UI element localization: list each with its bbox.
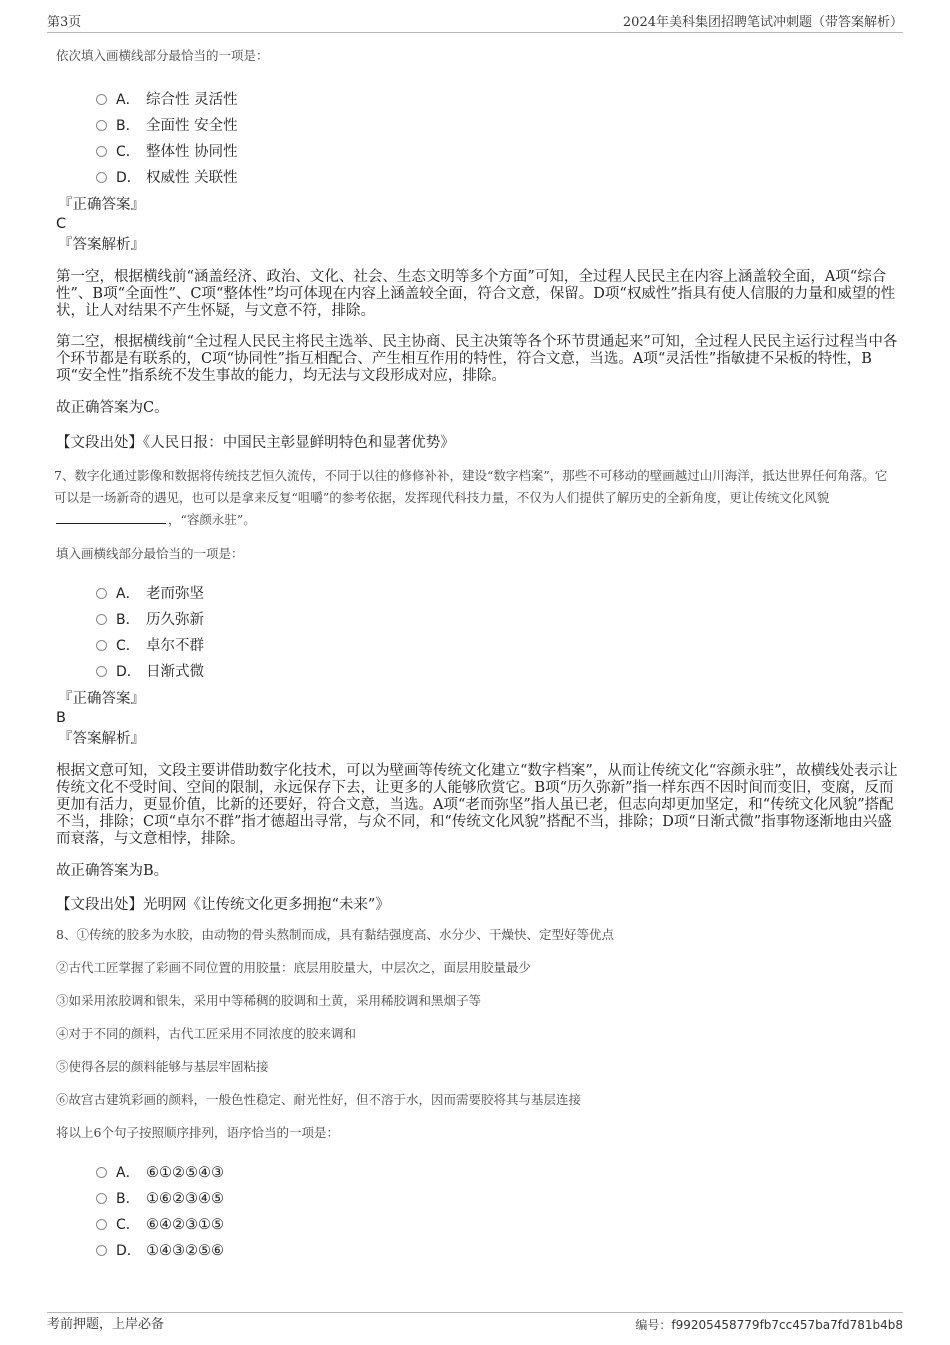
q8-sentence-6: ⑥故宫古建筑彩画的颜料，一般色性稳定、耐光性好，但不溶于水，因而需要胶将其与基层连接 (56, 1092, 582, 1107)
radio-icon[interactable] (96, 666, 107, 677)
radio-icon[interactable] (96, 146, 107, 157)
q6-analysis-p2: 第二空，根据横线前“全过程人民民主将民主选举、民主协商、民主决策等各个环节贯通起来”可知，全过程人民民主运行过程当中各个环节都是有联系的，C项“协同性”指互相配合、产生相互作用的特性，符合文意，当选。A项“灵活性”指敏捷不呆板的特性，B项“安全性”指系统不发生事故的能力，均无法与文段形成对应，排除。 (56, 334, 898, 384)
q6-analysis-p1: 第一空，根据横线前“涵盖经济、政治、文化、社会、生态文明等多个方面”可知，全过程人民民主在内容上涵盖较全面，A项“综合性”、B项“全面性”、C项“整体性”均可体现在内容上涵盖较全面，符合文意，保留。D项“权威性”指具有使人信服的力量和威望的性状，让人对结果不产生怀疑，与文意不符，排除。 (56, 269, 896, 319)
q8-option-c[interactable]: C． ⑥④②③①⑤ (96, 1212, 898, 1238)
page-header (47, 12, 903, 33)
q7-analysis-p1: 根据文意可知，文段主要讲借助数字化技术，可以为壁画等传统文化建立“数字档案”，从而让传统文化“容颜永驻”，故横线处表示让传统文化不受时间、空间的限制，永远保存下去，让更多的人能够欣赏它。B项“历久弥新”指一样东西不因时间而变旧，变腐，反而更加有活力，更显价值，比新的还要好，符合文意，当选。A项“老而弥坚”指人虽已老，但志向却更加坚定，和“传统文化风貌”搭配不当，排除；C项“卓尔不群”指才德超出寻常，与众不同，和“传统文化风貌”搭配不当，排除；D项“日渐式微”指事物逐渐地由兴盛而衰落，与文意相悖，排除。 (56, 763, 898, 847)
radio-icon[interactable] (96, 1167, 107, 1178)
answer-blank (56, 511, 166, 524)
radio-icon[interactable] (96, 640, 107, 651)
q8-sentence-3: ③如采用浓胶调和银朱，采用中等稀稠的胶调和土黄，采用稀胶调和黑烟子等 (56, 993, 482, 1008)
q8-sentence-4: ④对于不同的颜料，古代工匠采用不同浓度的胶来调和 (56, 1026, 357, 1041)
q6-option-b[interactable]: B． 全面性 安全性 (96, 113, 898, 139)
q7-stem: 7、数字化通过影像和数据将传统技艺恒久流传，不同于以往的修修补补，建设“数字档案”，那些不可移动的壁画越过山川海洋，抵达世界任何角落。它可以是一场新奇的遇见，也可以是拿来反复“咀嚼”的参考依据，发挥现代科技力量，不仅为人们提供了解历史的全新角度，更让传统文化风貌，“容颜永驻”。 (54, 468, 888, 527)
radio-icon[interactable] (96, 94, 107, 105)
q8-sentence-2: ②古代工匠掌握了彩画不同位置的用胶量：底层用胶量大，中层次之，面层用胶量最少 (56, 960, 532, 975)
q8-options (96, 1160, 898, 1264)
radio-icon[interactable] (96, 120, 107, 131)
radio-icon[interactable] (96, 614, 107, 625)
q6-conclusion: 故正确答案为C。 (56, 400, 169, 416)
q7-option-b[interactable]: B． 历久弥新 (96, 607, 898, 633)
footer-code: 编号：f99205458779fb7cc457ba7fd781b4b8 (635, 1318, 903, 1332)
q6-analysis-label: 『答案解析』 (58, 237, 145, 253)
q6-option-d[interactable]: D． 权威性 关联性 (96, 165, 898, 191)
q8-option-b[interactable]: B． ①⑥②③④⑤ (96, 1186, 898, 1212)
q8-option-a[interactable]: A． ⑥①②⑤④③ (96, 1160, 898, 1186)
q7-analysis-label: 『答案解析』 (58, 731, 145, 747)
q8-prompt: 将以上6个句子按照顺序排列，语序恰当的一项是： (56, 1125, 339, 1140)
q7-source: 【文段出处】光明网《让传统文化更多拥抱“未来”》 (56, 897, 390, 913)
q6-answer-label: 『正确答案』 (58, 197, 145, 213)
page-number: 第3页 (47, 15, 82, 30)
radio-icon[interactable] (96, 1219, 107, 1230)
radio-icon[interactable] (96, 588, 107, 599)
radio-icon[interactable] (96, 172, 107, 183)
q7-option-d[interactable]: D． 日渐式微 (96, 659, 898, 685)
q7-prompt: 填入画横线部分最恰当的一项是： (56, 546, 244, 561)
q7-conclusion: 故正确答案为B。 (56, 863, 169, 879)
q7-options (96, 581, 898, 685)
q6-source: 【文段出处】《人民日报：中国民主彰显鲜明特色和显著优势》 (56, 435, 455, 451)
page-footer (47, 1312, 903, 1335)
q7-answer: B (56, 710, 66, 726)
radio-icon[interactable] (96, 1245, 107, 1256)
q6-option-a[interactable]: A． 综合性 灵活性 (96, 87, 898, 113)
q6-answer: C (56, 216, 67, 232)
q6-option-c[interactable]: C． 整体性 协同性 (96, 139, 898, 165)
q6-prompt: 依次填入画横线部分最恰当的一项是： (56, 48, 269, 63)
q7-option-a[interactable]: A． 老而弥坚 (96, 581, 898, 607)
footer-slogan: 考前押题，上岸必备 (47, 1317, 165, 1332)
q8-option-d[interactable]: D． ①④③②⑤⑥ (96, 1238, 898, 1264)
radio-icon[interactable] (96, 1193, 107, 1204)
q8-sentence-1: 8、①传统的胶多为水胶，由动物的骨头熬制而成，具有黏结强度高、水分少、干燥快、定型好等优点 (56, 927, 614, 942)
q7-answer-label: 『正确答案』 (58, 691, 145, 707)
document-title: 2024年美科集团招聘笔试冲刺题（带答案解析） (622, 15, 903, 30)
q6-options (96, 87, 898, 191)
page-content (56, 45, 898, 1264)
q8-sentence-5: ⑤使得各层的颜料能够与基层牢固粘接 (56, 1059, 269, 1074)
q7-option-c[interactable]: C． 卓尔不群 (96, 633, 898, 659)
